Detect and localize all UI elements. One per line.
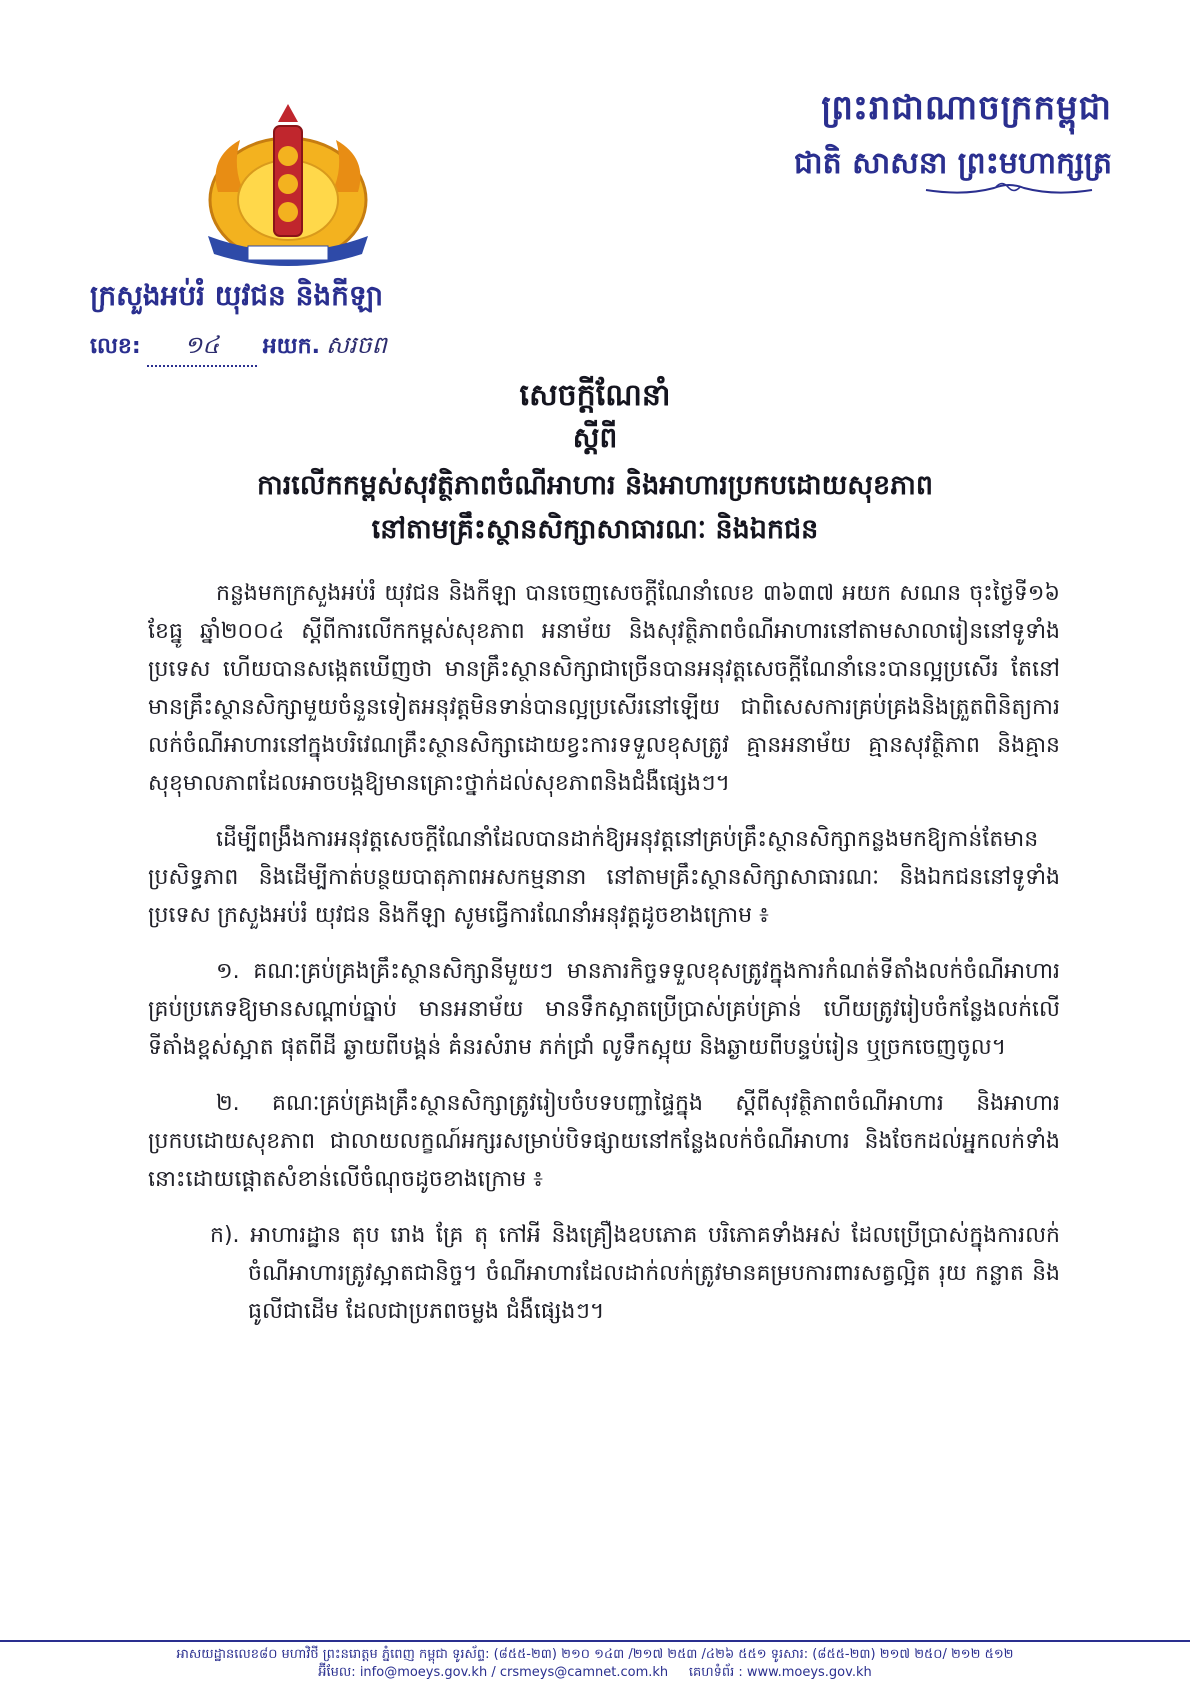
ref-label: លេខ:	[90, 334, 141, 359]
ministry-emblem-icon	[178, 96, 398, 276]
national-motto: ជាតិ សាសនា ព្រះមហាក្សត្រ	[794, 146, 1112, 181]
document-type: សេចក្តីណែនាំ	[519, 378, 671, 413]
ref-code: អយក.	[262, 334, 320, 359]
paragraph-2: ដើម្បីពង្រឹងការអនុវត្តសេចក្តីណែនាំដែលបានដាក់ឱ្យអនុវត្តនៅគ្រប់គ្រឹះស្ថានសិក្សាកន្លងមកឱ្យកាន់តែមានប្រសិទ្ធភាព និងដើម្បីកាត់បន្ថយបាតុភាពអសកម្មនានា នៅតាមគ្រឹះស្ថានសិក្សាសាធារណៈ និងឯកជននៅទូទាំងប្រទេស ក្រសួងអប់រំ យុវជន និងកីឡា សូមធ្វើការណែនាំអនុវត្តដូចខាងក្រោម ៖	[148, 827, 1060, 928]
document-subject	[110, 464, 1080, 552]
footer	[0, 1646, 1190, 1682]
website-label: គេហទំព័រ :	[688, 1665, 743, 1680]
ministry-name: ក្រសួងអប់រំ យុវជន និងកីឡា	[90, 279, 384, 312]
footer-contacts	[0, 1664, 1190, 1682]
email-label: អ៊ីមែល:	[318, 1665, 356, 1680]
email-link[interactable]: info@moeys.gov.kh / crsmeys@camnet.com.kh	[359, 1665, 669, 1680]
ornament-divider-icon	[924, 176, 1094, 198]
paragraph-1: កន្លងមកក្រសួងអប់រំ យុវជន និងកីឡា បានចេញសេចក្តីណែនាំលេខ ៣៦៣៧ អយក សណន ចុះថ្ងៃទី១៦ ខែធ្នូ ឆ្នាំ២០០៤ ស្តីពីការលើកកម្ពស់សុខភាព អនាម័យ និងសុវត្ថិភាពចំណីអាហារនៅតាមសាលារៀននៅទូទាំងប្រទេស ហើយបានសង្កេតឃើញថា មានគ្រឹះស្ថានសិក្សាជាច្រើនបានអនុវត្តសេចក្តីណែនាំនេះបានល្អប្រសើរ តែនៅមានគ្រឹះស្ថានសិក្សាមួយចំនួនទៀតអនុវត្តមិនទាន់បានល្អប្រសើរនៅឡើយ ជាពិសេសការគ្រប់គ្រងនិងត្រួតពិនិត្យការលក់ចំណីអាហារនៅក្នុងបរិវេណគ្រឹះស្ថានសិក្សាដោយខ្វះការទទួលខុសត្រូវ គ្មានអនាម័យ គ្មានសុវត្ថិភាព និងគ្មានសុខុមាលភាពដែលអាចបង្កឱ្យមានគ្រោះថ្នាក់ដល់សុខភាពនិងជំងឺផ្សេងៗ។	[148, 581, 1060, 796]
kingdom-header	[732, 86, 1112, 188]
document-body	[148, 575, 1060, 1349]
ref-code-handwritten: សរចព	[325, 331, 387, 359]
paragraph-3: ១. គណៈគ្រប់គ្រងគ្រឹះស្ថានសិក្សានីមួយៗ មានភារកិច្ចទទួលខុសត្រូវក្នុងការកំណត់ទីតាំងលក់ចំណីអាហារគ្រប់ប្រភេទឱ្យមានសណ្តាប់ធ្នាប់ មានអនាម័យ មានទឹកស្អាតប្រើប្រាស់គ្រប់គ្រាន់ ហើយត្រូវរៀបចំកន្លែងលក់លើទីតាំងខ្ពស់ស្អាត ផុតពីដី ឆ្ងាយពីបង្គន់ គំនរសំរាម ភក់ជ្រាំ លូទឹកស្អុយ និងឆ្ងាយពីបន្ទប់រៀន ឬច្រកចេញចូល។	[148, 959, 1060, 1060]
about-label: ស្តីពី	[572, 421, 618, 454]
reference-line	[90, 330, 387, 367]
subject-line-1: ការលើកកម្ពស់សុវត្ថិភាពចំណីអាហារ និងអាហារប្រកបដោយសុខភាព	[257, 470, 933, 501]
footer-address: អាសយដ្ឋានលេខ៨០ មហាវិថី ព្រះនរោត្តម ភ្នំពេញ កម្ពុជា ទូរស័ព្ទ: (៨៥៥-២៣) ២១០ ១៤៣ /២១៧ ២៥៣ /៤២៦ ៥៥១ ទូរសារ: (៨៥៥-២៣) ២១៧ ២៥០/ ២១២ ៥១២	[176, 1647, 1014, 1662]
subject-line-2: នៅតាមគ្រឹះស្ថានសិក្សាសាធារណៈ និងឯកជន	[371, 514, 819, 545]
ref-number: ១៤	[147, 330, 257, 367]
paragraph-4: ២. គណៈគ្រប់គ្រងគ្រឹះស្ថានសិក្សាត្រូវរៀបចំបទបញ្ជាផ្ទៃក្នុង ស្តីពីសុវត្ថិភាពចំណីអាហារ និងអាហារប្រកបដោយសុខភាព ជាលាយលក្ខណ៍អក្សរសម្រាប់បិទផ្សាយនៅកន្លែងលក់ចំណីអាហារ និងចែកដល់អ្នកលក់ទាំងនោះដោយផ្តោតសំខាន់លើចំណុចដូចខាងក្រោម ៖	[148, 1091, 1060, 1192]
website-link[interactable]: www.moeys.gov.kh	[746, 1665, 872, 1680]
footer-divider	[0, 1640, 1190, 1642]
paragraph-5: ក). អាហារដ្ឋាន តុប រោង គ្រែ តុ កៅអី និងគ្រឿងឧបភោគ បរិភោគទាំងអស់ ដែលប្រើប្រាស់ក្នុងការលក់ចំណីអាហារត្រូវស្អាតជានិច្ច។ ចំណីអាហារដែលដាក់លក់ត្រូវមានគម្របការពារសត្វល្អិត រុយ កន្លាត និងធូលីជាដើម ដែលជាប្រភពចម្លង ជំងឺផ្សេងៗ។	[210, 1223, 1060, 1324]
kingdom-title: ព្រះរាជាណាចក្រកម្ពុជា	[821, 88, 1112, 128]
